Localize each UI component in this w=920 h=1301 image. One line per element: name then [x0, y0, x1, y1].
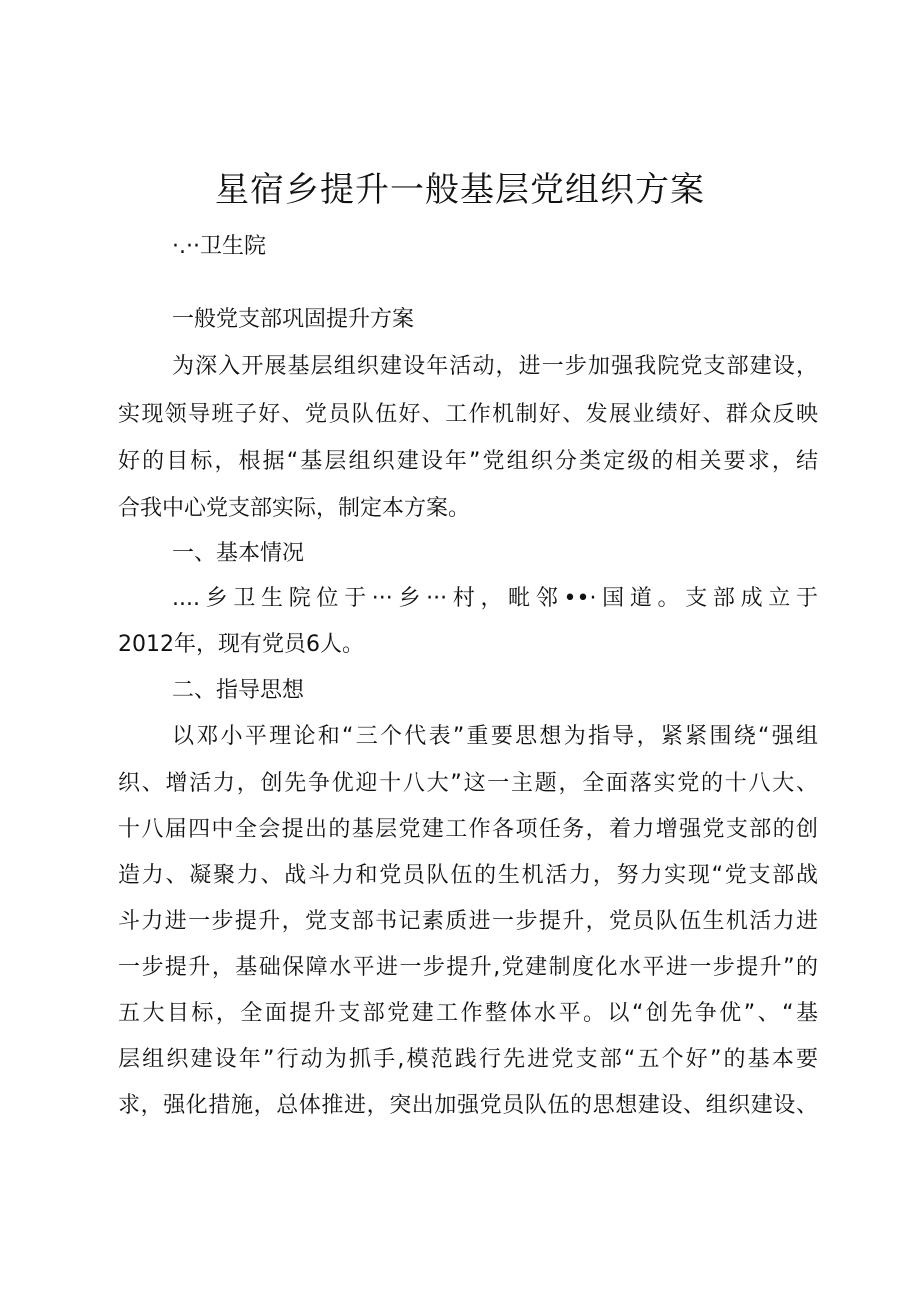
intro-line: 实现领导班子好、党员队伍好、工作机制好、发展业绩好、群众反映 — [118, 402, 818, 427]
document-title: 星宿乡提升一般基层党组织方案 — [215, 170, 705, 210]
section1-line: 2012年，现有党员6人。 — [118, 632, 364, 657]
section2-line: 一步提升，基础保障水平进一步提升,党建制度化水平进一步提升”的 — [118, 955, 818, 980]
section2-line: 十八届四中全会提出的基层党建工作各项任务，着力增强党支部的创 — [118, 817, 818, 842]
section-heading: 一、基本情况 — [172, 541, 305, 566]
intro-line: 合我中心党支部实际，制定本方案。 — [118, 496, 471, 521]
section-heading: 二、指导思想 — [172, 678, 305, 703]
organization-name: ·.··卫生院 — [172, 234, 266, 259]
section2-line: 五大目标，全面提升支部党建工作整体水平。以“创先争优”、“基 — [118, 1001, 818, 1026]
section2-line: 求，强化措施，总体推进，突出加强党员队伍的思想建设、组织建设、 — [118, 1093, 818, 1118]
section2-line: 以邓小平理论和“三个代表”重要思想为指导，紧紧围绕“强组 — [172, 724, 818, 749]
section2-line: 斗力进一步提升，党支部书记素质进一步提升，党员队伍生机活力进 — [118, 909, 818, 934]
intro-line: 为深入开展基层组织建设年活动，进一步加强我院党支部建设， — [172, 354, 818, 379]
plan-subtitle: 一般党支部巩固提升方案 — [172, 307, 415, 332]
section2-line: 层组织建设年”行动为抓手,模范践行先进党支部“五个好”的基本要 — [118, 1047, 818, 1072]
section2-line: 造力、凝聚力、战斗力和党员队伍的生机活力，努力实现“党支部战 — [118, 863, 818, 888]
section1-line: ....乡卫生院位于···乡···村，毗邻••·国道。支部成立于 — [172, 586, 818, 611]
intro-line: 好的目标，根据“基层组织建设年”党组织分类定级的相关要求，结 — [118, 449, 818, 474]
section2-line: 织、增活力，创先争优迎十八大”这一主题，全面落实党的十八大、 — [118, 771, 818, 796]
